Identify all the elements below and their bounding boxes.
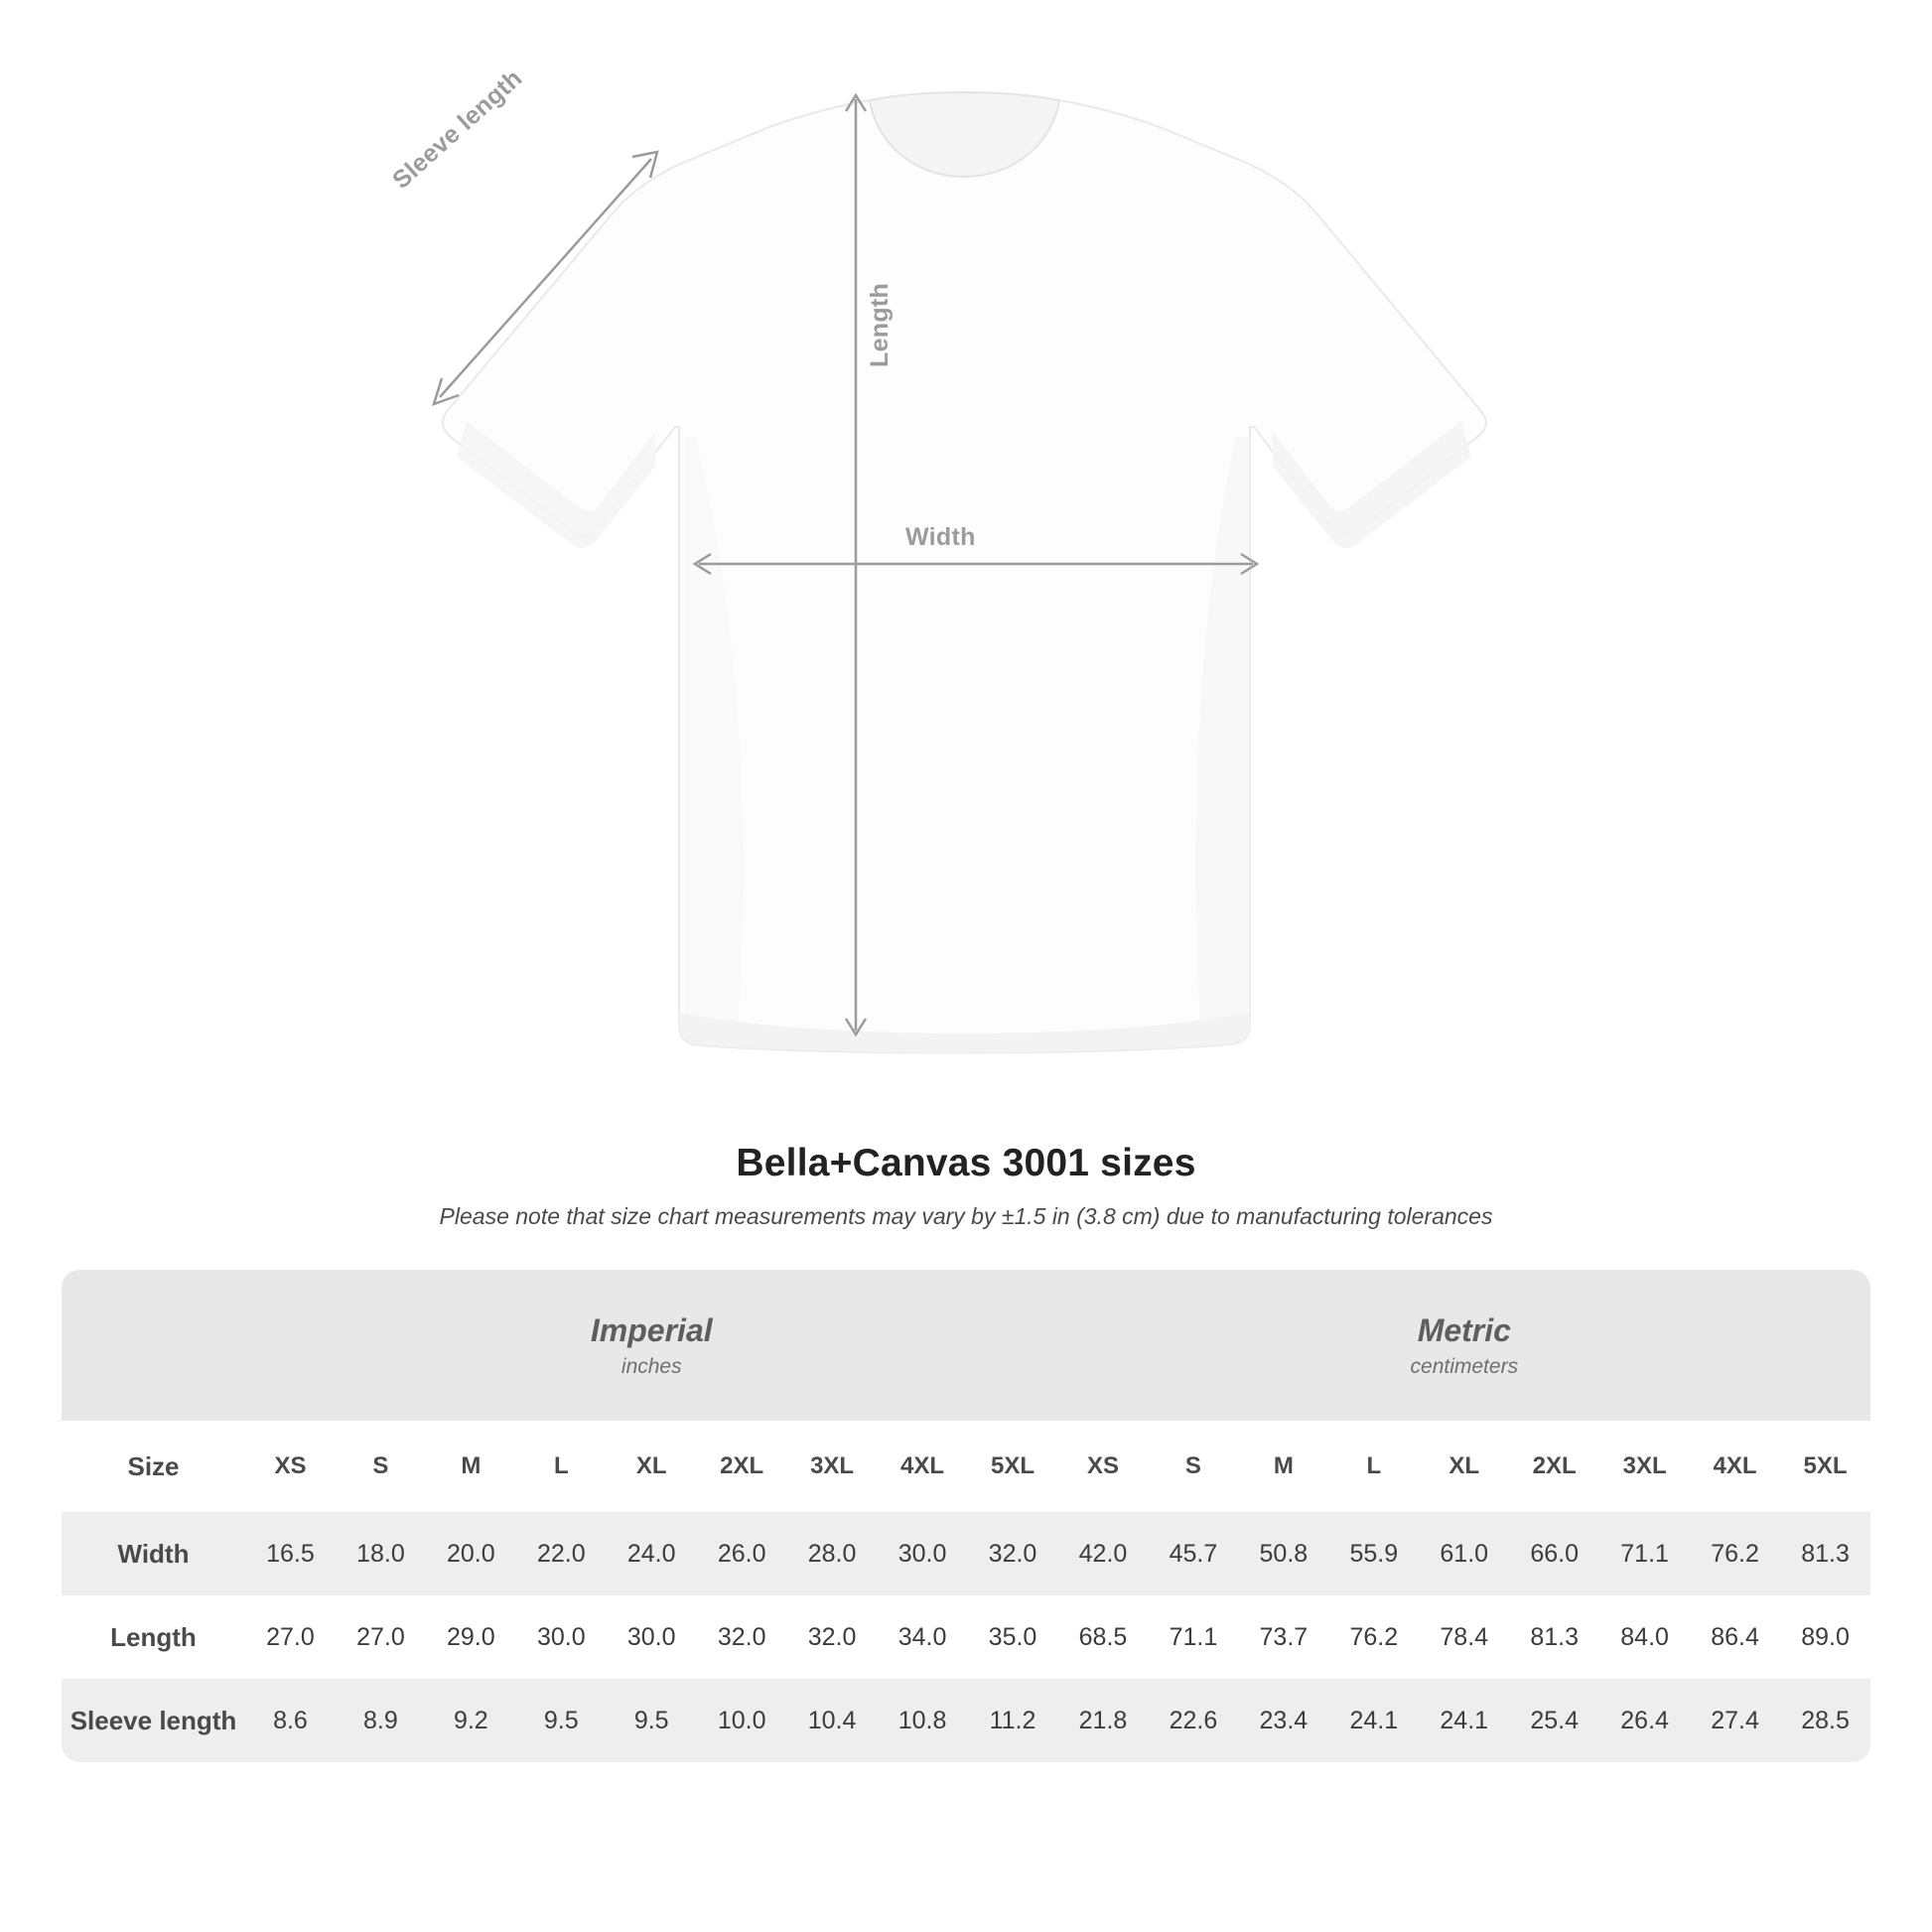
cell-sleeve-length-4xl: 27.4 [1690,1679,1780,1762]
cell-width-l: 22.0 [516,1512,607,1595]
cell-width-m: 20.0 [426,1512,516,1595]
column-header-4xl: 4XL [1690,1421,1780,1512]
cell-length-m: 73.7 [1259,1622,1309,1651]
row-label-length: Length [110,1621,197,1652]
cell-width-xl: 61.0 [1419,1512,1509,1595]
column-header-m: M [1238,1421,1328,1512]
column-header-l: L [516,1421,607,1512]
cell-sleeve-length-l: 9.5 [516,1679,607,1762]
cell-length-4xl: 86.4 [1711,1622,1759,1651]
unit-header-row [62,1270,1870,1421]
column-header-l: L [1328,1421,1419,1512]
cell-width-5xl: 81.3 [1780,1512,1870,1595]
label-length: Length [866,282,894,367]
cell-length-xl: 30.0 [626,1622,676,1651]
column-header-5xl: 5XL [968,1421,1058,1512]
cell-length-xl: 78.4 [1440,1622,1489,1651]
cell-length-l: 30.0 [536,1622,586,1651]
cell-length-s: 27.0 [356,1622,405,1651]
cell-length-xs: 68.5 [1078,1622,1128,1651]
cell-width-m: 50.8 [1238,1512,1328,1595]
cell-length-5xl: 89.0 [1801,1622,1850,1651]
cell-sleeve-length-2xl: 25.4 [1509,1679,1599,1762]
column-header-xs: XS [245,1421,336,1512]
column-header-xl: XL [607,1421,697,1512]
cell-sleeve-length-xl: 9.5 [607,1679,697,1762]
table-row [62,1679,1870,1762]
cell-sleeve-length-xs: 8.6 [245,1679,336,1762]
cell-sleeve-length-2xl: 10.0 [697,1679,787,1762]
column-header-4xl: 4XL [878,1421,968,1512]
column-header-s: S [336,1421,426,1512]
cell-width-l: 55.9 [1328,1512,1419,1595]
cell-sleeve-length-xs: 21.8 [1058,1679,1149,1762]
row-label-width: Width [62,1512,245,1595]
cell-length-3xl: 84.0 [1620,1622,1669,1651]
cell-sleeve-length-3xl: 10.4 [787,1679,878,1762]
cell-width-xs: 42.0 [1058,1512,1149,1595]
column-header-s: S [1148,1421,1238,1512]
cell-width-2xl: 26.0 [697,1512,787,1595]
cell-width-3xl: 28.0 [787,1512,878,1595]
size-table [62,1270,1870,1762]
cell-width-4xl: 30.0 [878,1512,968,1595]
cell-width-4xl: 76.2 [1690,1512,1780,1595]
cell-width-5xl: 32.0 [968,1512,1058,1595]
label-sleeve-length: Sleeve length [387,64,528,195]
cell-length-2xl: 32.0 [717,1622,766,1651]
column-header-xl: XL [1419,1421,1509,1512]
size-header-row [62,1421,1870,1512]
cell-width-3xl: 71.1 [1599,1512,1690,1595]
cell-length-m: 29.0 [447,1622,495,1651]
cell-length-s: 71.1 [1169,1622,1218,1651]
cell-sleeve-length-l: 24.1 [1328,1679,1419,1762]
row-label-sleeve-length: Sleeve length [62,1679,245,1762]
cell-sleeve-length-s: 8.9 [336,1679,426,1762]
unit-sub-metric: centimeters [1410,1355,1519,1379]
cell-sleeve-length-5xl: 28.5 [1780,1679,1870,1762]
unit-sub-imperial: inches [621,1355,682,1379]
table-row [62,1595,1870,1679]
cell-width-2xl: 66.0 [1509,1512,1599,1595]
cell-length-xs: 27.0 [266,1622,315,1651]
cell-length-3xl: 32.0 [807,1622,857,1651]
unit-spacer-cell [62,1270,245,1421]
column-header-2xl: 2XL [697,1421,787,1512]
cell-width-s: 18.0 [336,1512,426,1595]
column-header-5xl: 5XL [1780,1421,1870,1512]
cell-length-l: 76.2 [1349,1622,1399,1651]
cell-sleeve-length-m: 23.4 [1238,1679,1328,1762]
label-width: Width [905,523,976,551]
column-header-xs: XS [1058,1421,1149,1512]
unit-cell-imperial [245,1270,1058,1421]
column-header-m: M [426,1421,516,1512]
cell-length-4xl: 34.0 [897,1622,947,1651]
cell-width-s: 45.7 [1148,1512,1238,1595]
cell-sleeve-length-s: 22.6 [1148,1679,1238,1762]
column-header-3xl: 3XL [787,1421,878,1512]
title-block [0,1142,1932,1230]
size-table-wrapper [62,1270,1870,1762]
cell-length-5xl: 35.0 [988,1622,1037,1651]
table-row [62,1512,1870,1595]
column-header-3xl: 3XL [1599,1421,1690,1512]
size-table-body [62,1512,1870,1762]
page-title: Bella+Canvas 3001 sizes [736,1142,1196,1184]
cell-sleeve-length-m: 9.2 [426,1679,516,1762]
cell-width-xl: 24.0 [607,1512,697,1595]
cell-width-xs: 16.5 [245,1512,336,1595]
cell-length-2xl: 81.3 [1530,1622,1580,1651]
cell-sleeve-length-5xl: 11.2 [968,1679,1058,1762]
cell-sleeve-length-3xl: 26.4 [1599,1679,1690,1762]
unit-name-metric: Metric [1417,1311,1511,1348]
unit-name-imperial: Imperial [590,1311,713,1348]
cell-sleeve-length-xl: 24.1 [1419,1679,1509,1762]
cell-sleeve-length-4xl: 10.8 [878,1679,968,1762]
tolerance-note: Please note that size chart measurements may vary by ±1.5 in (3.8 cm) due to manufacturing tolerances [439,1203,1493,1229]
column-header-2xl: 2XL [1509,1421,1599,1512]
column-header-size: Size [62,1421,245,1512]
unit-cell-metric [1058,1270,1870,1421]
